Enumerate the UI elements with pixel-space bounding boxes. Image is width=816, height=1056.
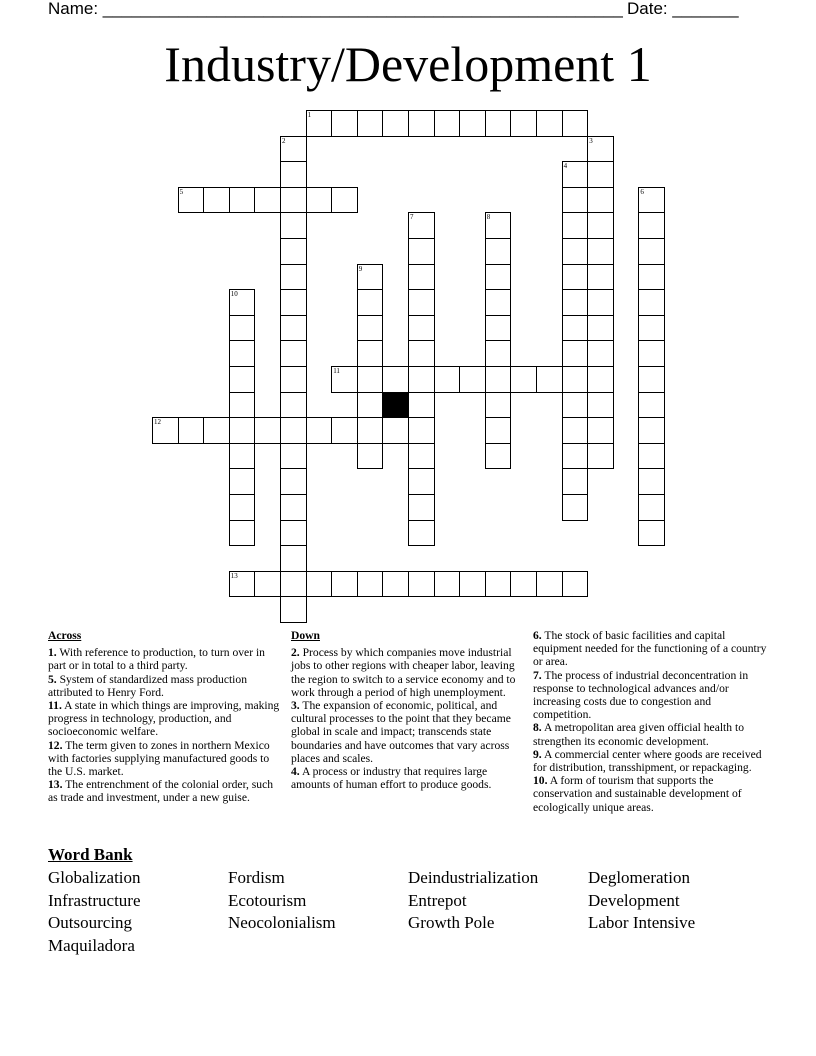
crossword-cell[interactable] bbox=[408, 238, 435, 265]
clue-number: 1. bbox=[48, 646, 57, 660]
clue-number: 10 bbox=[230, 290, 238, 299]
crossword-cell[interactable] bbox=[408, 340, 435, 367]
crossword-cell[interactable] bbox=[510, 571, 537, 598]
clue-text: With reference to production, to turn over in part or in total to a third party. bbox=[48, 646, 265, 673]
word-bank-item: Infrastructure bbox=[48, 890, 141, 910]
crossword-cell[interactable] bbox=[229, 417, 256, 444]
clue-text: A commercial center where goods are received for distribution, transshipment, or repackaging. bbox=[533, 747, 762, 775]
crossword-cell[interactable] bbox=[434, 571, 461, 598]
crossword-cell[interactable] bbox=[331, 366, 358, 393]
clue-text: The expansion of economic, political, and cultural processes to the point that they became global in scale and impact; transcends state boundaries and have outcomes that vary across places and scales. bbox=[291, 699, 511, 765]
word-bank-item: Ecotourism bbox=[228, 890, 307, 910]
crossword-cell[interactable] bbox=[357, 392, 384, 419]
clue-item bbox=[291, 646, 523, 699]
crossword-cell[interactable] bbox=[510, 110, 537, 137]
clue-item bbox=[48, 778, 280, 804]
crossword-cell[interactable] bbox=[229, 315, 256, 342]
clue-text: The entrenchment of the colonial order, such as trade and investment, under a new guise. bbox=[48, 778, 274, 805]
crossword-cell[interactable] bbox=[638, 289, 665, 316]
crossword-cell[interactable] bbox=[587, 187, 614, 214]
crossword-cell[interactable] bbox=[485, 417, 512, 444]
crossword-cell[interactable] bbox=[485, 340, 512, 367]
crossword-cell[interactable] bbox=[562, 392, 589, 419]
clue-number: 13 bbox=[230, 571, 238, 580]
crossword-cell[interactable] bbox=[229, 366, 256, 393]
crossword-cell[interactable] bbox=[562, 571, 589, 598]
crossword-cell[interactable] bbox=[485, 238, 512, 265]
clue-number: 5. bbox=[48, 672, 57, 686]
clue-text: The process of industrial deconcentration in response to technological advances and/or increasing costs due to congestion and competition. bbox=[533, 668, 749, 722]
clue-text: A process or industry that requires large amounts of human effort to produce goods. bbox=[291, 765, 492, 792]
crossword-cell[interactable] bbox=[280, 238, 307, 265]
clue-number: 3 bbox=[589, 136, 593, 145]
crossword-cell[interactable] bbox=[408, 264, 435, 291]
crossword-cell[interactable] bbox=[331, 110, 358, 137]
clue-text: A state in which things are improving, making progress in technology, production, and socioeconomic welfare. bbox=[48, 699, 280, 739]
clue-number: 10. bbox=[533, 774, 548, 788]
crossword-cell[interactable] bbox=[485, 571, 512, 598]
crossword-cell[interactable] bbox=[331, 417, 358, 444]
crossword-cell[interactable] bbox=[408, 520, 435, 547]
crossword-cell[interactable] bbox=[638, 238, 665, 265]
clue-number: 6 bbox=[640, 187, 644, 196]
crossword-cell[interactable] bbox=[562, 315, 589, 342]
crossword-cell[interactable] bbox=[229, 340, 256, 367]
crossword-cell[interactable] bbox=[280, 468, 307, 495]
crossword-cell[interactable] bbox=[587, 289, 614, 316]
crossword-cell[interactable] bbox=[587, 417, 614, 444]
crossword-cell[interactable] bbox=[587, 366, 614, 393]
crossword-cell[interactable] bbox=[562, 494, 589, 521]
crossword-cell[interactable] bbox=[638, 417, 665, 444]
word-bank-item: Fordism bbox=[228, 868, 285, 887]
crossword-cell[interactable] bbox=[254, 571, 281, 598]
crossword-cell[interactable] bbox=[408, 110, 435, 137]
crossword-cell[interactable] bbox=[306, 187, 333, 214]
clue-item bbox=[291, 765, 523, 791]
crossword-cell[interactable] bbox=[638, 315, 665, 342]
clue-item bbox=[48, 739, 280, 779]
crossword-cell[interactable] bbox=[357, 289, 384, 316]
crossword-cell[interactable] bbox=[280, 212, 307, 239]
crossword-cell[interactable] bbox=[587, 212, 614, 239]
clue-item bbox=[291, 699, 523, 765]
clue-item bbox=[48, 699, 280, 739]
clue-number: 7 bbox=[410, 213, 414, 222]
clue-number: 12. bbox=[48, 738, 63, 752]
clue-number: 5 bbox=[179, 187, 184, 196]
clue-number: 7. bbox=[533, 668, 542, 682]
crossword-cell[interactable] bbox=[562, 238, 589, 265]
across-clues bbox=[48, 629, 280, 805]
crossword-cell[interactable] bbox=[485, 289, 512, 316]
clue-item bbox=[533, 748, 769, 774]
crossword-cell[interactable] bbox=[178, 417, 205, 444]
crossword-cell[interactable] bbox=[587, 315, 614, 342]
word-bank-item: Growth Pole bbox=[408, 913, 495, 933]
down-clues bbox=[291, 629, 523, 791]
clue-number: 11. bbox=[48, 699, 62, 713]
crossword-cell[interactable] bbox=[408, 468, 435, 495]
crossword-cell[interactable] bbox=[357, 315, 384, 342]
crossword-cell[interactable] bbox=[306, 571, 333, 598]
clue-item bbox=[48, 673, 280, 699]
crossword-cell[interactable] bbox=[229, 392, 256, 419]
crossword-cell[interactable] bbox=[280, 545, 307, 572]
crossword-cell[interactable] bbox=[178, 187, 205, 214]
clue-number: 13. bbox=[48, 778, 63, 792]
clue-text: System of standardized mass production attributed to Henry Ford. bbox=[48, 672, 247, 699]
crossword-cell[interactable] bbox=[280, 264, 307, 291]
clue-text: A metropolitan area given official health to strengthen its economic development. bbox=[533, 721, 744, 748]
crossword-cell[interactable] bbox=[357, 417, 384, 444]
crossword-cell[interactable] bbox=[306, 417, 333, 444]
clue-number: 8. bbox=[533, 721, 542, 735]
crossword-cell[interactable] bbox=[562, 366, 589, 393]
down-clues-continued bbox=[533, 629, 769, 841]
clue-item bbox=[533, 721, 769, 747]
clue-number: 12 bbox=[154, 418, 161, 427]
crossword-cell[interactable] bbox=[562, 443, 589, 470]
crossword-cell[interactable] bbox=[152, 417, 179, 444]
word-bank-item: Development bbox=[588, 890, 680, 910]
crossword-cell[interactable] bbox=[485, 212, 512, 239]
page-title: Industry/Development 1 bbox=[164, 36, 652, 92]
crossword-cell[interactable] bbox=[638, 366, 665, 393]
crossword-cell[interactable] bbox=[485, 315, 512, 342]
crossword-cell[interactable] bbox=[638, 443, 665, 470]
crossword-cell[interactable] bbox=[280, 136, 307, 163]
crossword-cell[interactable] bbox=[459, 571, 486, 598]
clue-number: 3. bbox=[291, 699, 300, 713]
crossword-cell[interactable] bbox=[331, 187, 358, 214]
crossword-cell[interactable] bbox=[562, 110, 589, 137]
crossword-cell[interactable] bbox=[280, 443, 307, 470]
crossword-cell[interactable] bbox=[587, 238, 614, 265]
crossword-cell[interactable] bbox=[408, 289, 435, 316]
crossword-cell[interactable] bbox=[229, 571, 256, 598]
crossword-cell[interactable] bbox=[280, 187, 307, 214]
crossword-cell[interactable] bbox=[638, 494, 665, 521]
across-heading: Across bbox=[48, 629, 82, 642]
crossword-cell[interactable] bbox=[254, 187, 281, 214]
crossword-cell[interactable] bbox=[536, 366, 563, 393]
crossword-cell[interactable] bbox=[357, 340, 384, 367]
black-cell bbox=[382, 392, 409, 419]
crossword-cell[interactable] bbox=[459, 110, 486, 137]
crossword-cell[interactable] bbox=[382, 366, 409, 393]
crossword-cell[interactable] bbox=[587, 264, 614, 291]
date-field[interactable]: Date: _______ bbox=[627, 0, 739, 18]
crossword-cell[interactable] bbox=[229, 443, 256, 470]
crossword-cell[interactable] bbox=[562, 340, 589, 367]
crossword-cell[interactable] bbox=[587, 340, 614, 367]
crossword-cell[interactable] bbox=[408, 366, 435, 393]
word-bank-item: Maquiladora bbox=[48, 936, 135, 956]
crossword-cell[interactable] bbox=[357, 366, 384, 393]
crossword-cell[interactable] bbox=[357, 443, 384, 470]
crossword-cell[interactable] bbox=[280, 340, 307, 367]
crossword-cell[interactable] bbox=[408, 417, 435, 444]
name-field[interactable]: Name: _______________________________________________________ bbox=[48, 0, 623, 18]
crossword-cell[interactable] bbox=[203, 187, 230, 214]
clue-number: 9 bbox=[358, 264, 363, 273]
crossword-cell[interactable] bbox=[638, 392, 665, 419]
word-bank-title: Word Bank bbox=[48, 845, 133, 864]
word-bank-item: Deindustrialization bbox=[408, 868, 539, 887]
clue-item bbox=[533, 629, 769, 669]
crossword-cell[interactable] bbox=[587, 392, 614, 419]
crossword-cell[interactable] bbox=[280, 571, 307, 598]
crossword-cell[interactable] bbox=[485, 443, 512, 470]
crossword-cell[interactable] bbox=[280, 417, 307, 444]
word-bank-item: Globalization bbox=[48, 868, 141, 887]
clue-number: 8 bbox=[486, 213, 491, 222]
crossword-cell[interactable] bbox=[357, 264, 384, 291]
crossword-cell[interactable] bbox=[331, 571, 358, 598]
crossword-cell[interactable] bbox=[562, 468, 589, 495]
crossword-cell[interactable] bbox=[357, 571, 384, 598]
word-bank-item: Outsourcing bbox=[48, 913, 133, 933]
crossword-cell[interactable] bbox=[408, 571, 435, 598]
down-heading: Down bbox=[291, 629, 320, 642]
crossword-cell[interactable] bbox=[536, 110, 563, 137]
clue-text: Process by which companies move industrial jobs to other regions with cheaper labor, leaving the region to switch to a service economy and to work through a period of high unemployment. bbox=[291, 646, 516, 699]
header bbox=[48, 0, 768, 22]
crossword-cell[interactable] bbox=[229, 289, 256, 316]
crossword-cell[interactable] bbox=[408, 494, 435, 521]
crossword-cell[interactable] bbox=[280, 392, 307, 419]
crossword-cell[interactable] bbox=[434, 110, 461, 137]
crossword-cell[interactable] bbox=[357, 110, 384, 137]
crossword-cell[interactable] bbox=[229, 520, 256, 547]
crossword-cell[interactable] bbox=[408, 392, 435, 419]
crossword-cell[interactable] bbox=[587, 443, 614, 470]
crossword-cell[interactable] bbox=[510, 366, 537, 393]
crossword-cell[interactable] bbox=[408, 315, 435, 342]
crossword-cell[interactable] bbox=[229, 494, 256, 521]
crossword-cell[interactable] bbox=[280, 596, 307, 623]
crossword-cell[interactable] bbox=[254, 417, 281, 444]
crossword-cell[interactable] bbox=[562, 264, 589, 291]
crossword-cell[interactable] bbox=[638, 264, 665, 291]
crossword-cell[interactable] bbox=[638, 520, 665, 547]
word-bank-item: Neocolonialism bbox=[228, 913, 336, 933]
word-bank-item: Entrepot bbox=[408, 890, 467, 910]
crossword-cell[interactable] bbox=[280, 520, 307, 547]
crossword-cell[interactable] bbox=[638, 212, 665, 239]
crossword-cell[interactable] bbox=[638, 340, 665, 367]
crossword-cell[interactable] bbox=[382, 110, 409, 137]
clue-number: 6. bbox=[533, 629, 542, 642]
clue-text: The stock of basic facilities and capital equipment needed for the functioning of a country or area. bbox=[533, 629, 767, 669]
crossword-cell[interactable] bbox=[638, 468, 665, 495]
clue-number: 11 bbox=[333, 367, 340, 375]
crossword-cell[interactable] bbox=[280, 366, 307, 393]
crossword-cell[interactable] bbox=[485, 366, 512, 393]
crossword-cell[interactable] bbox=[485, 264, 512, 291]
clue-item bbox=[48, 646, 280, 672]
crossword-cell[interactable] bbox=[434, 366, 461, 393]
crossword-cell[interactable] bbox=[562, 187, 589, 214]
crossword-cell[interactable] bbox=[203, 417, 230, 444]
crossword-cell[interactable] bbox=[459, 366, 486, 393]
clue-item bbox=[533, 669, 769, 722]
crossword-cell[interactable] bbox=[562, 212, 589, 239]
clue-number: 4 bbox=[563, 162, 568, 171]
clue-number: 4. bbox=[291, 765, 300, 779]
crossword-cell[interactable] bbox=[562, 161, 589, 188]
clue-text: A form of tourism that supports the conservation and sustainable development of ecologically unique areas. bbox=[533, 774, 742, 814]
crossword-cell[interactable] bbox=[280, 315, 307, 342]
crossword-cell[interactable] bbox=[382, 417, 409, 444]
crossword-cell[interactable] bbox=[536, 571, 563, 598]
word-bank-item: Deglomeration bbox=[588, 868, 690, 887]
clue-number: 2. bbox=[291, 646, 300, 660]
crossword-cell[interactable] bbox=[306, 110, 333, 137]
clue-item bbox=[533, 774, 769, 814]
clue-number: 2 bbox=[282, 136, 286, 145]
clue-text: The term given to zones in northern Mexico with factories supplying manufactured goods to the U.S. market. bbox=[48, 738, 270, 779]
word-bank-item: Labor Intensive bbox=[588, 913, 696, 933]
crossword-cell[interactable] bbox=[587, 161, 614, 188]
crossword-cell[interactable] bbox=[562, 289, 589, 316]
clue-number: 9. bbox=[533, 747, 542, 761]
crossword-cell[interactable] bbox=[229, 468, 256, 495]
crossword-cell[interactable] bbox=[280, 494, 307, 521]
crossword-cell[interactable] bbox=[280, 289, 307, 316]
crossword-cell[interactable] bbox=[280, 161, 307, 188]
crossword-cell[interactable] bbox=[408, 443, 435, 470]
clue-number: 1 bbox=[307, 111, 312, 119]
crossword-cell[interactable] bbox=[229, 187, 256, 214]
crossword-cell[interactable] bbox=[485, 392, 512, 419]
crossword-cell[interactable] bbox=[587, 136, 614, 163]
crossword-cell[interactable] bbox=[638, 187, 665, 214]
crossword-cell[interactable] bbox=[382, 571, 409, 598]
crossword-cell[interactable] bbox=[562, 417, 589, 444]
crossword-cell[interactable] bbox=[408, 212, 435, 239]
crossword-cell[interactable] bbox=[485, 110, 512, 137]
